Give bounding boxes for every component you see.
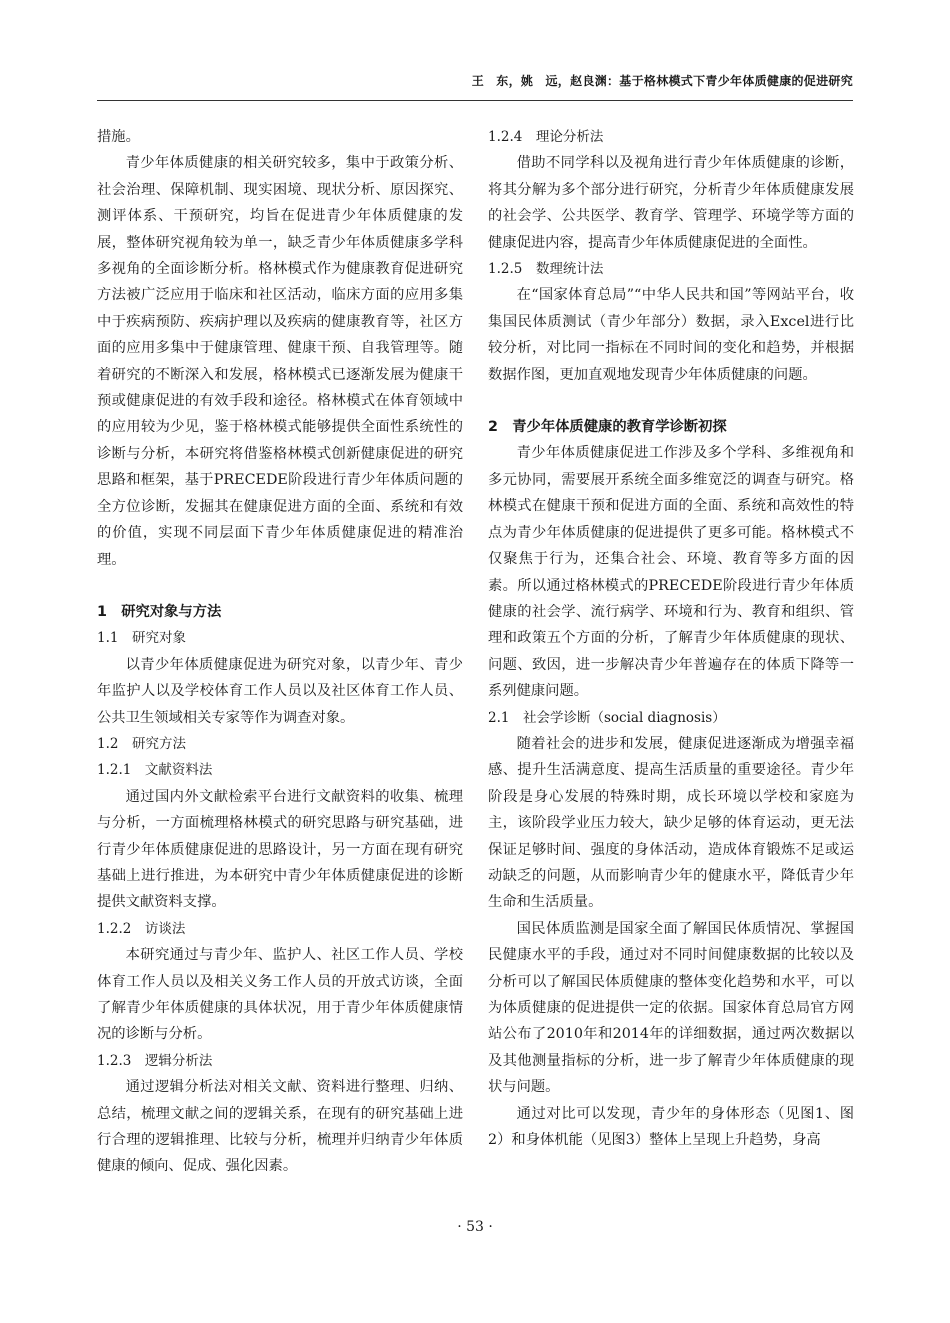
paragraph-2-1b: 国民体质监测是国家全面了解国民体质情况、掌握国民健康水平的手段，通过对不同时间健康数据的比较以及分析可以了解国民体质健康的整体变化趋势和水平，可以为体质健康的促进提供一定的依据。国家体育总局官方网站公布了2010年和2014年的详细数据，通过两次数据以及其他测量指标的分析，进一步了解青少年体质健康的现状与问题。 xyxy=(488,920,854,1096)
header-divider xyxy=(97,100,853,101)
paragraph-1-2-3: 通过逻辑分析法对相关文献、资料进行整理、归纳、总结，梳理文献之间的逻辑关系，在现有的研究基础上进行合理的逻辑推理、比较与分析，梳理并归纳青少年体质健康的倾向、促成、强化因素。 xyxy=(97,1079,463,1175)
paragraph-intro: 青少年体质健康的相关研究较多，集中于政策分析、社会治理、保障机制、现实困境、现状分析、原因探究、测评体系、干预研究，均旨在促进青少年体质健康的发展，整体研究视角较为单一，缺乏青少年体质健康多学科多视角的全面诊断分析。格林模式作为健康教育促进研究方法被广泛应用于临床和社区活动，临床方面的应用多集中于疾病预防、疾病护理以及疾病的健康教育等，社区方面的应用多集中于健康管理、健康干预、自我管理等。随着研究的不断深入和发展，格林模式已逐渐发展为健康干预或健康促进的有效手段和途径。格林模式在体育领域中的应用较为少见，鉴于格林模式能够提供全面性系统性的诊断与分析，本研究将借鉴格林模式创新健康促进的研究思路和框架，基于PRECEDE阶段进行青少年体质问题的全方位诊断，发掘其在健康促进方面的全面、系统和有效的价值，实现不同层面下青少年体质健康促进的精准治理。 xyxy=(97,155,463,568)
paragraph-1-2-5: 在“国家体育总局”“中华人民共和国”等网站平台，收集国民体质测试（青少年部分）数据，录入Excel进行比较分析，对比同一指标在不同时间的变化和趋势，并根据数据作图，更加直观地发现青少年体质健康的问题。 xyxy=(488,287,854,383)
subsection-heading-1-2-4: 1.2.4 理论分析法 xyxy=(488,129,604,145)
subsection-heading-1-2-2: 1.2.2 访谈法 xyxy=(97,920,186,937)
paragraph-2-1c: 通过对比可以发现，青少年的身体形态（见图1、图2）和身体机能（见图3）整体上呈现上升趋势，身高 xyxy=(488,1105,854,1149)
paragraph-continuation: 措施。 xyxy=(97,129,140,145)
left-column xyxy=(97,124,463,1180)
subsection-heading-1-2-5: 1.2.5 数理统计法 xyxy=(488,261,604,278)
right-column xyxy=(488,124,854,1153)
subsection-heading-1-2-1: 1.2.1 文献资料法 xyxy=(97,762,213,779)
page-number: · 53 · xyxy=(457,1219,493,1235)
paragraph-2-1a: 随着社会的进步和发展，健康促进逐渐成为增强幸福感、提升生活满意度、提高生活质量的重要途径。青少年阶段是身心发展的特殊时期，成长环境以学校和家庭为主，该阶段学业压力较大，缺少足够的体育运动，更无法保证足够时间、强度的身体活动，造成体育锻炼不足或运动缺乏的问题，从而影响青少年的健康水平，降低青少年生命和生活质量。 xyxy=(488,735,854,911)
section-gap xyxy=(488,388,854,414)
subsection-heading-1-1: 1.1 研究对象 xyxy=(97,630,186,647)
subsection-heading-2-1: 2.1 社会学诊断（social diagnosis） xyxy=(488,709,726,726)
running-header: 王 东，姚 远，赵良渊：基于格林模式下青少年体质健康的促进研究 xyxy=(471,74,853,88)
paragraph-1-2-4: 借助不同学科以及视角进行青少年体质健康的诊断，将其分解为多个部分进行研究，分析青少年体质健康发展的社会学、公共医学、教育学、管理学、环境学等方面的健康促进内容，提高青少年体质健康促进的全面性。 xyxy=(488,155,854,251)
subsection-heading-1-2: 1.2 研究方法 xyxy=(97,735,186,752)
section-gap xyxy=(97,573,463,599)
section-heading-2: 2 青少年体质健康的教育学诊断初探 xyxy=(488,419,727,436)
subsection-heading-1-2-3: 1.2.3 逻辑分析法 xyxy=(97,1052,213,1069)
paragraph-1-2-1: 通过国内外文献检索平台进行文献资料的收集、梳理与分析，一方面梳理格林模式的研究思路与研究基础，进行青少年体质健康促进的思路设计，另一方面在现有研究基础上进行推进，为本研究中青少年体质健康促进的诊断提供文献资料支撑。 xyxy=(97,788,463,911)
paragraph-1-2-2: 本研究通过与青少年、监护人、社区工作人员、学校体育工作人员以及相关义务工作人员的开放式访谈，全面了解青少年体质健康的具体状况，用于青少年体质健康情况的诊断与分析。 xyxy=(97,947,463,1043)
paragraph-1-1: 以青少年体质健康促进为研究对象，以青少年、青少年监护人以及学校体育工作人员以及社区体育工作人员、公共卫生领域相关专家等作为调查对象。 xyxy=(97,656,463,726)
paragraph-2: 青少年体质健康促进工作涉及多个学科、多维视角和多元协同，需要展开系统全面多维宽泛的调查与研究。格林模式在健康干预和促进方面的全面、系统和高效性的特点为青少年体质健康的促进提供了更多可能。格林模式不仅聚焦于行为，还集合社会、环境、教育等多方面的因素。所以通过格林模式的PRECEDE阶段进行青少年体质健康的社会学、流行病学、环境和行为、教育和组织、管理和政策五个方面的分析，了解青少年体质健康的现状、问题、致因，进一步解决青少年普遍存在的体质下降等一系列健康问题。 xyxy=(488,445,854,700)
section-heading-1: 1 研究对象与方法 xyxy=(97,603,222,620)
